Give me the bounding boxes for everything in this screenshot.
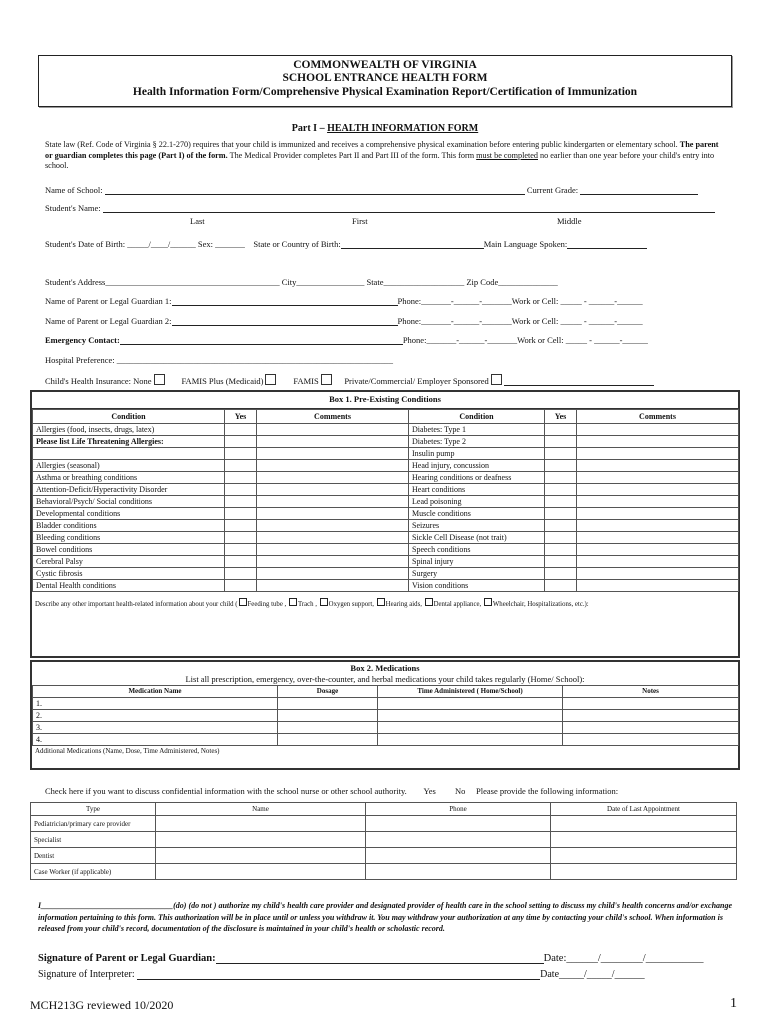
address-row[interactable]: Student's Address_________________________________________ City________________ State___________________ Zip Code______________ — [45, 277, 558, 287]
condition-right: Vision conditions — [409, 580, 545, 592]
provider-row — [31, 832, 737, 848]
condition-left-comments[interactable] — [257, 520, 409, 532]
condition-right: Lead poisoning — [409, 496, 545, 508]
condition-left-yes[interactable] — [225, 556, 257, 568]
condition-row — [33, 472, 739, 484]
condition-right: Head injury, concussion — [409, 460, 545, 472]
insurance-row — [45, 374, 654, 386]
condition-left-yes[interactable] — [225, 520, 257, 532]
emergency-field[interactable] — [120, 335, 403, 345]
provider-name-cell[interactable] — [156, 864, 366, 880]
dosage-cell[interactable] — [278, 698, 378, 710]
provider-row — [31, 864, 737, 880]
provider-row — [31, 816, 737, 832]
condition-right-comments[interactable] — [577, 460, 739, 472]
condition-right-comments[interactable] — [577, 520, 739, 532]
condition-right-comments[interactable] — [577, 448, 739, 460]
condition-left-yes[interactable] — [225, 448, 257, 460]
col-phone: Phone — [366, 803, 551, 816]
conditions-header-row — [33, 410, 739, 424]
medications-header-row — [33, 686, 739, 698]
wheelchair-checkbox[interactable] — [484, 598, 492, 606]
medication-name-cell[interactable]: 3. — [33, 722, 278, 734]
condition-left-comments[interactable] — [257, 580, 409, 592]
condition-row — [33, 544, 739, 556]
notes-cell[interactable] — [563, 710, 739, 722]
dob-row — [45, 239, 647, 249]
dosage-cell[interactable] — [278, 734, 378, 746]
condition-left: Dental Health conditions — [33, 580, 225, 592]
header-line-2: SCHOOL ENTRANCE HEALTH FORM — [282, 72, 488, 84]
condition-right-comments[interactable] — [577, 556, 739, 568]
parent1-row — [45, 296, 643, 306]
condition-left: Bleeding conditions — [33, 532, 225, 544]
student-name-row — [45, 203, 715, 213]
condition-right-comments[interactable] — [577, 472, 739, 484]
school-label: Name of School: — [45, 185, 103, 195]
condition-left: Behavioral/Psych/ Social conditions — [33, 496, 225, 508]
insurance-label: Child's Health Insurance: None — [45, 376, 152, 386]
feeding-tube-checkbox[interactable] — [239, 598, 247, 606]
medication-row — [33, 710, 739, 722]
birth-state-label: State or Country of Birth: — [253, 239, 341, 249]
condition-left-comments[interactable] — [257, 544, 409, 556]
language-field[interactable] — [567, 239, 647, 249]
parent-signature-date[interactable]: Date:______/________/___________ — [543, 953, 704, 964]
condition-left-comments[interactable] — [257, 472, 409, 484]
dosage-cell[interactable] — [278, 722, 378, 734]
interpreter-signature-label: Signature of Interpreter: — [38, 969, 138, 980]
condition-right: Insulin pump — [409, 448, 545, 460]
famis-checkbox[interactable] — [321, 374, 332, 385]
part-title-text: HEALTH INFORMATION FORM — [327, 123, 479, 134]
condition-row — [33, 424, 739, 436]
condition-left-comments[interactable] — [257, 436, 409, 448]
col-condition-2: Condition — [409, 410, 545, 424]
provider-phone-cell[interactable] — [366, 864, 551, 880]
provider-date-cell[interactable] — [551, 864, 737, 880]
provider-name-cell[interactable] — [156, 816, 366, 832]
col-comments-1: Comments — [257, 410, 409, 424]
conditions-table — [32, 409, 739, 592]
condition-left: Asthma or breathing conditions — [33, 472, 225, 484]
private-checkbox[interactable] — [491, 374, 502, 385]
additional-medications[interactable]: Additional Medications (Name, Dose, Time Administered, Notes) — [35, 747, 220, 755]
condition-row — [33, 508, 739, 520]
condition-right-yes[interactable] — [545, 460, 577, 472]
provider-type-cell: Pediatrician/primary care provider — [31, 816, 156, 832]
confidential-text: Check here if you want to discuss confidential information with the school nurse or other school authority. — [45, 786, 407, 796]
interpreter-signature-row — [38, 969, 645, 980]
condition-row — [33, 448, 739, 460]
describe-other-info: Describe any other important health-related information about your child ( Feeding tube , Trach , Oxygen support, Hearing aids, Dental appliance, Wheelchair, Hospitalizations, etc.): — [32, 592, 738, 614]
condition-left: Cystic fibrosis — [33, 568, 225, 580]
parent2-phone[interactable]: Phone:_______-______-_______Work or Cell: _____ - ______-______ — [397, 316, 643, 326]
condition-right-yes[interactable] — [545, 424, 577, 436]
condition-left: Allergies (seasonal) — [33, 460, 225, 472]
dental-appliance-checkbox[interactable] — [425, 598, 433, 606]
condition-right-yes[interactable] — [545, 448, 577, 460]
condition-right-yes[interactable] — [545, 508, 577, 520]
col-condition-1: Condition — [33, 410, 225, 424]
box2-subtitle: List all prescription, emergency, over-the-counter, and herbal medications your child takes regularly (Home/ School): — [185, 674, 585, 684]
medication-name-cell[interactable]: 1. — [33, 698, 278, 710]
condition-row — [33, 532, 739, 544]
condition-row — [33, 580, 739, 592]
condition-right-yes[interactable] — [545, 532, 577, 544]
condition-left-yes[interactable] — [225, 424, 257, 436]
student-name-field[interactable] — [103, 203, 715, 213]
trach-checkbox[interactable] — [289, 598, 297, 606]
medication-row — [33, 722, 739, 734]
box2-title: Box 2. Medications List all prescription, emergency, over-the-counter, and herbal medications your child takes regularly (Home/ School): — [185, 663, 585, 684]
condition-row — [33, 484, 739, 496]
condition-left-yes[interactable] — [225, 544, 257, 556]
col-notes: Notes — [563, 686, 739, 698]
condition-left-comments[interactable] — [257, 448, 409, 460]
dosage-cell[interactable] — [278, 710, 378, 722]
condition-left-yes[interactable] — [225, 472, 257, 484]
condition-left: Bowel conditions — [33, 544, 225, 556]
confidential-row — [45, 786, 618, 796]
condition-right-comments[interactable] — [577, 508, 739, 520]
condition-right: Speech conditions — [409, 544, 545, 556]
emergency-label: Emergency Contact: — [45, 335, 120, 345]
provider-phone-cell[interactable] — [366, 848, 551, 864]
condition-left-comments[interactable] — [257, 460, 409, 472]
parent2-row — [45, 316, 643, 326]
provider-date-cell[interactable] — [551, 848, 737, 864]
condition-left-yes[interactable] — [225, 484, 257, 496]
col-time-administered: Time Administered ( Home/School) — [378, 686, 563, 698]
language-label: Main Language Spoken: — [483, 239, 568, 249]
condition-right-yes[interactable] — [545, 472, 577, 484]
provider-type-cell: Specialist — [31, 832, 156, 848]
parent2-label: Name of Parent or Legal Guardian 2: — [45, 316, 172, 326]
condition-left-comments[interactable] — [257, 532, 409, 544]
time-cell[interactable] — [378, 710, 563, 722]
parent-signature-field[interactable] — [216, 954, 544, 964]
provider-date-cell[interactable] — [551, 832, 737, 848]
insurance-none-checkbox[interactable] — [154, 374, 165, 385]
condition-right-yes[interactable] — [545, 556, 577, 568]
condition-right-yes[interactable] — [545, 436, 577, 448]
provider-type-cell: Case Worker (if applicable) — [31, 864, 156, 880]
authorization-text: I_________________________________(do) (do not ) authorize my child's health care provider and designated provider of health care in the school setting to discuss my child's health concerns and/or exchange information pertaining to this form. This authorization will be in place until or unless you withdraw it. You may withdraw your authorization at any time by contacting your child's school. When information is released from your child's record, documentation of the disclosure is maintained in your child's health or scholastic record. — [38, 901, 733, 933]
col-yes-1: Yes — [225, 410, 257, 424]
middle-label: Middle — [557, 216, 582, 226]
condition-right-comments[interactable] — [577, 568, 739, 580]
condition-left-yes[interactable] — [225, 508, 257, 520]
header-line-1: COMMONWEALTH OF VIRGINIA — [293, 59, 477, 71]
condition-row — [33, 556, 739, 568]
condition-right: Muscle conditions — [409, 508, 545, 520]
condition-right-yes[interactable] — [545, 520, 577, 532]
header-line-3: Health Information Form/Comprehensive Physical Examination Report/Certification of Immunization — [132, 86, 638, 98]
col-type: Type — [31, 803, 156, 816]
col-yes-2: Yes — [545, 410, 577, 424]
oxygen-checkbox[interactable] — [320, 598, 328, 606]
box2-medications — [30, 660, 740, 770]
condition-right-comments[interactable] — [577, 496, 739, 508]
col-comments-2: Comments — [577, 410, 739, 424]
col-dosage: Dosage — [278, 686, 378, 698]
condition-right-comments[interactable] — [577, 436, 739, 448]
condition-right: Diabetes: Type 2 — [409, 436, 545, 448]
condition-right: Hearing conditions or deafness — [409, 472, 545, 484]
medication-name-cell[interactable]: 4. — [33, 734, 278, 746]
condition-right: Spinal injury — [409, 556, 545, 568]
parent-signature-label: Signature of Parent or Legal Guardian: — [38, 953, 216, 964]
medication-row — [33, 734, 739, 746]
condition-left-comments[interactable] — [257, 484, 409, 496]
private-label: Private/Commercial/ Employer Sponsored — [344, 376, 489, 386]
condition-right: Surgery — [409, 568, 545, 580]
hospital-row[interactable]: Hospital Preference: _________________________________________________________________ — [45, 355, 393, 365]
condition-right-yes[interactable] — [545, 568, 577, 580]
condition-left-yes[interactable] — [225, 460, 257, 472]
condition-right-yes[interactable] — [545, 544, 577, 556]
confidential-no[interactable]: No — [455, 786, 466, 796]
condition-left-comments[interactable] — [257, 568, 409, 580]
school-field[interactable] — [105, 185, 525, 195]
intro-paragraph: State law (Ref. Code of Virginia § 22.1-270) requires that your child is immunized and receives a comprehensive physical examination before entering public kindergarten or elementary school. The parent or guardian completes this page (Part I) of the form. The Medical Provider completes Part II and Part III of the form. This form must be completed no earlier than one year before your child's entry into school. — [45, 140, 719, 170]
private-field[interactable] — [504, 376, 654, 386]
condition-left-comments[interactable] — [257, 508, 409, 520]
medications-table — [32, 685, 739, 746]
provider-name-cell[interactable] — [156, 832, 366, 848]
provider-type-cell: Dentist — [31, 848, 156, 864]
col-name: Name — [156, 803, 366, 816]
parent1-field[interactable] — [172, 296, 398, 306]
condition-right-comments[interactable] — [577, 532, 739, 544]
interpreter-signature-date[interactable]: Date_____/_____/______ — [540, 969, 645, 980]
condition-left-comments[interactable] — [257, 424, 409, 436]
grade-field[interactable] — [580, 185, 698, 195]
grade-label: Current Grade: — [526, 185, 579, 195]
condition-left-yes[interactable] — [225, 436, 257, 448]
condition-left: Bladder conditions — [33, 520, 225, 532]
form-header — [38, 55, 732, 107]
condition-row — [33, 568, 739, 580]
condition-right: Seizures — [409, 520, 545, 532]
medication-row — [33, 698, 739, 710]
condition-row — [33, 520, 739, 532]
condition-left: Attention-Deficit/Hyperactivity Disorder — [33, 484, 225, 496]
time-cell[interactable] — [378, 734, 563, 746]
providers-header-row — [31, 803, 737, 816]
provider-row — [31, 848, 737, 864]
condition-right-comments[interactable] — [577, 484, 739, 496]
box1-pre-existing — [30, 390, 740, 658]
parent-signature-row — [38, 953, 703, 964]
box1-title: Box 1. Pre-Existing Conditions — [32, 392, 738, 409]
time-cell[interactable] — [378, 698, 563, 710]
condition-left-yes[interactable] — [225, 532, 257, 544]
hearing-aids-checkbox[interactable] — [377, 598, 385, 606]
condition-left: Cerebral Palsy — [33, 556, 225, 568]
condition-row — [33, 496, 739, 508]
condition-left-yes[interactable] — [225, 568, 257, 580]
last-label: Last — [190, 216, 205, 226]
medication-name-cell[interactable]: 2. — [33, 710, 278, 722]
condition-left-comments[interactable] — [257, 556, 409, 568]
condition-left: Please list Life Threatening Allergies: — [33, 436, 225, 448]
notes-cell[interactable] — [563, 722, 739, 734]
emergency-row — [45, 335, 648, 345]
condition-left: Allergies (food, insects, drugs, latex) — [33, 424, 225, 436]
condition-left-comments[interactable] — [257, 496, 409, 508]
confidential-yes[interactable]: Yes — [423, 786, 436, 796]
col-medication-name: Medication Name — [33, 686, 278, 698]
part-title: Part I – HEALTH INFORMATION FORM — [291, 123, 479, 134]
col-last-appointment: Date of Last Appointment — [551, 803, 737, 816]
famis-label: FAMIS — [293, 376, 319, 386]
notes-cell[interactable] — [563, 698, 739, 710]
condition-left: Developmental conditions — [33, 508, 225, 520]
page-number: 1 — [730, 996, 737, 1011]
providers-table — [30, 802, 737, 880]
provider-phone-cell[interactable] — [366, 832, 551, 848]
provider-phone-cell[interactable] — [366, 816, 551, 832]
condition-right-yes[interactable] — [545, 484, 577, 496]
student-name-label: Student's Name: — [45, 203, 101, 213]
school-row — [45, 185, 698, 195]
dob-label[interactable]: Student's Date of Birth: _____/____/______ Sex: _______ — [45, 239, 245, 249]
time-cell[interactable] — [378, 722, 563, 734]
condition-right: Heart conditions — [409, 484, 545, 496]
famis-plus-label: FAMIS Plus (Medicaid) — [181, 376, 264, 386]
interpreter-signature-field[interactable] — [137, 970, 540, 980]
provider-name-cell[interactable] — [156, 848, 366, 864]
condition-row — [33, 436, 739, 448]
birth-state-field[interactable] — [341, 239, 484, 249]
emergency-phone[interactable]: Phone:_______-______-_______Work or Cell: _____ - ______-______ — [402, 335, 648, 345]
form-code: MCH213G reviewed 10/2020 — [30, 998, 174, 1012]
parent1-label: Name of Parent or Legal Guardian 1: — [45, 296, 172, 306]
condition-right: Sickle Cell Disease (not trait) — [409, 532, 545, 544]
confidential-provide: Please provide the following information: — [476, 786, 619, 796]
condition-right-yes[interactable] — [545, 580, 577, 592]
condition-left-yes[interactable] — [225, 496, 257, 508]
notes-cell[interactable] — [563, 734, 739, 746]
first-label: First — [352, 216, 368, 226]
parent1-phone[interactable]: Phone:_______-______-_______Work or Cell: _____ - ______-______ — [397, 296, 643, 306]
condition-right-yes[interactable] — [545, 496, 577, 508]
condition-left — [33, 448, 225, 460]
provider-date-cell[interactable] — [551, 816, 737, 832]
famis-plus-checkbox[interactable] — [265, 374, 276, 385]
condition-right-comments[interactable] — [577, 424, 739, 436]
parent2-field[interactable] — [172, 316, 398, 326]
condition-right: Diabetes: Type 1 — [409, 424, 545, 436]
condition-row — [33, 460, 739, 472]
condition-right-comments[interactable] — [577, 544, 739, 556]
condition-left-yes[interactable] — [225, 580, 257, 592]
condition-right-comments[interactable] — [577, 580, 739, 592]
